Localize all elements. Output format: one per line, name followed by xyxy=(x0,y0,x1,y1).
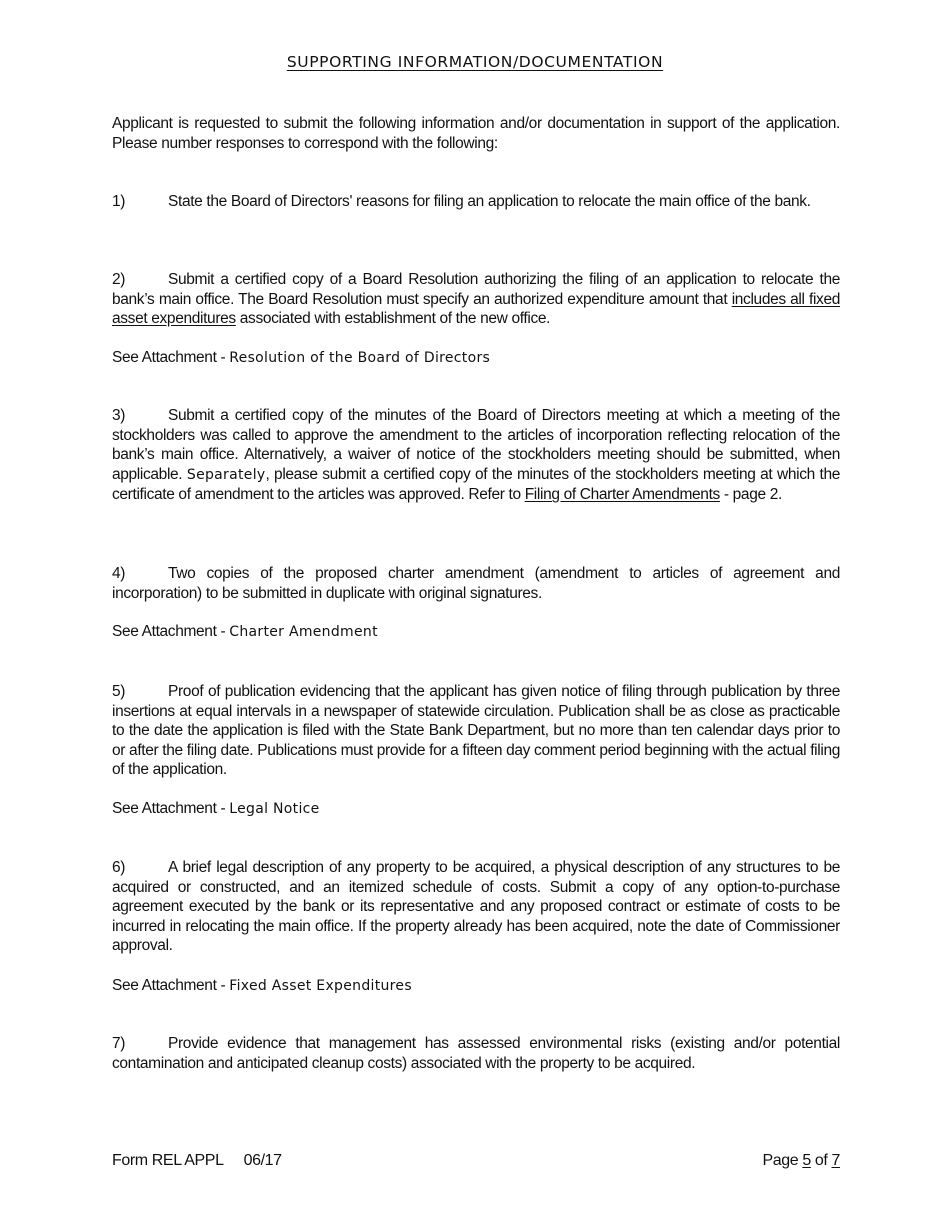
item-number: 5) xyxy=(112,683,126,700)
item-text: Submit a certified copy of a Board Resolution authorizing the filing of an application to relocate the bank’s main office. The Board Resolution must specify an authorized expenditure amount that xyxy=(112,271,840,308)
separately-text: Separately xyxy=(186,466,266,483)
attachment-name: Legal Notice xyxy=(229,801,320,817)
item-2 xyxy=(112,270,840,329)
attachment-reference xyxy=(112,622,378,643)
form-id xyxy=(112,1152,282,1170)
attachment-name: Fixed Asset Expenditures xyxy=(229,978,412,994)
item-number: 1) xyxy=(112,193,126,210)
item-6 xyxy=(112,858,840,956)
item-number: 4) xyxy=(112,565,126,582)
form-name: Form REL APPL xyxy=(112,1152,224,1169)
item-text: - page 2. xyxy=(719,486,782,504)
item-1 xyxy=(112,192,840,212)
item-text: Provide evidence that management has assessed environmental risks (existing and/or potential contamination and anticipated cleanup costs) associated with the property to be acquired. xyxy=(112,1035,840,1072)
intro-paragraph: Applicant is requested to submit the following information and/or documentation in support of the application. Please number responses to correspond with the following: xyxy=(112,115,840,152)
item-text: Proof of publication evidencing that the applicant has given notice of filing through publication by three insertions at equal intervals in a newspaper of statewide circulation. Publication shall be as close as practicable to the date the application is filed with the State Bank Department, but no more than ten calendar days prior to or after the filing date. Publications must provide for a fifteen day comment period beginning with the actual filing of the application. xyxy=(112,683,840,779)
item-number: 3) xyxy=(112,407,126,424)
item-4 xyxy=(112,564,840,603)
page-of: of xyxy=(810,1152,832,1169)
attachment-reference xyxy=(112,799,320,820)
charter-amendments-link: Filing of Charter Amendments xyxy=(524,486,720,504)
item-3 xyxy=(112,406,840,505)
item-7 xyxy=(112,1034,840,1073)
page-total: 7 xyxy=(831,1152,840,1169)
page-current: 5 xyxy=(802,1152,811,1169)
item-text: associated with establishment of the new office. xyxy=(235,310,551,328)
item-text: State the Board of Directors' reasons for filing an application to relocate the main office of the bank. xyxy=(168,193,811,210)
item-text: Submit a certified copy of the minutes of the Board of Directors meeting at which a meeting of the stockholders was called to approve the amendment to the articles of incorporation reflecting relocation of the bank’s main office. Alternatively, a waiver of notice of the stockholders meeting should be submitted, when applicable. xyxy=(112,407,840,483)
page-prefix: Page xyxy=(762,1152,803,1169)
form-date: 06/17 xyxy=(243,1152,282,1169)
item-text: , please submit a certified copy of the minutes of the stockholders meeting at which the certificate of amendment to the articles was approved. Refer to xyxy=(112,465,841,504)
item-number: 6) xyxy=(112,859,126,876)
item-text: Two copies of the proposed charter amendment (amendment to articles of agreement and incorporation) to be submitted in duplicate with original signatures. xyxy=(112,565,840,602)
fixed-asset-link: includes all fixed asset expenditures xyxy=(112,290,840,328)
attachment-name: Charter Amendment xyxy=(229,624,378,640)
item-number: 2) xyxy=(112,271,126,288)
attachment-reference xyxy=(112,976,412,997)
attachment-name: Resolution of the Board of Directors xyxy=(229,350,491,366)
attachment-prefix: See Attachment - xyxy=(112,349,230,366)
item-number: 7) xyxy=(112,1035,126,1052)
attachment-prefix: See Attachment - xyxy=(112,623,230,640)
page-number xyxy=(763,1152,840,1170)
attachment-reference xyxy=(112,348,490,369)
item-text: A brief legal description of any property to be acquired, a physical description of any structures to be acquired or constructed, and an itemized schedule of costs. Submit a copy of any option-to-purchase agreement executed by the bank or its representative and any proposed contract or estimate of costs to be incurred in relocating the main office. If the property already has been acquired, note the date of Commissioner approval. xyxy=(112,859,840,955)
attachment-prefix: See Attachment - xyxy=(112,977,230,994)
item-5 xyxy=(112,682,840,780)
page-title: SUPPORTING INFORMATION/DOCUMENTATION xyxy=(286,53,664,71)
attachment-prefix: See Attachment - xyxy=(112,800,230,817)
